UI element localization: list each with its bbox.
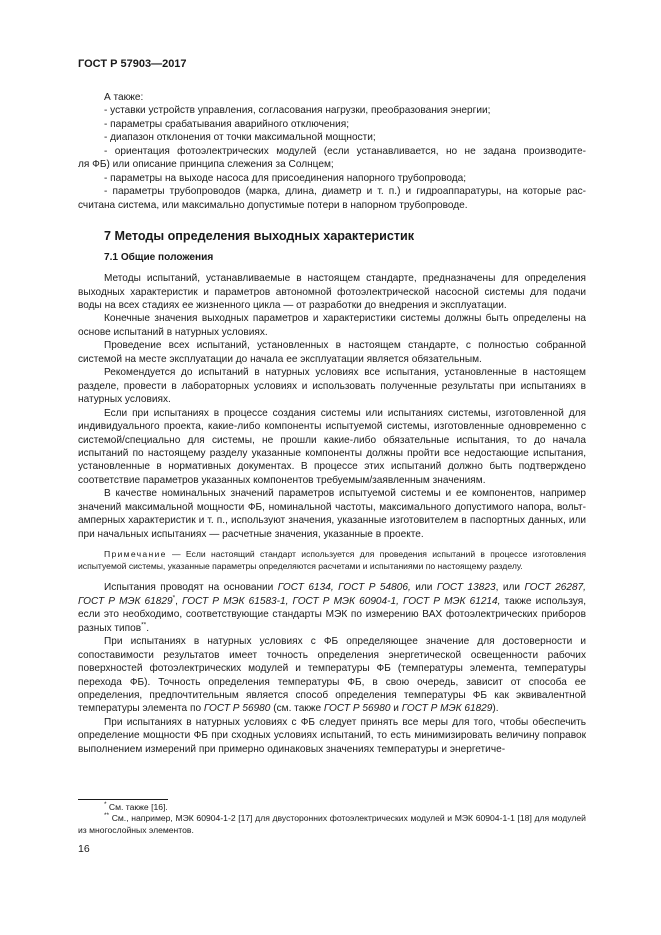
paragraph: Методы испытаний, устанавливаемые в настоящем стандарте, предназначены для определения выходных характеристик и параметров автономной фотоэлектрической насосной системы для подачи воды на всех стадиях ее жизненного цикла — от разработки до внедрения и эксплуатации. <box>78 273 586 311</box>
note-paragraph <box>78 549 586 572</box>
list-item: - параметры трубопроводов (марка, длина, диаметр и т. п.) и гидроаппаратуры, на которые рас- <box>104 186 586 198</box>
list-item: - диапазон отклонения от точки максимальной мощности; <box>104 132 376 144</box>
text-run: также используя, если это необходимо, соответствующие стандарты МЭК по измерению ВАХ фотоэлектрических приборов разных типов <box>78 595 586 634</box>
text-run: и <box>390 703 402 715</box>
standard-header: ГОСТ Р 57903—2017 <box>78 58 187 70</box>
subsection-title: 7.1 Общие положения <box>104 252 214 264</box>
footnote <box>78 802 586 813</box>
accuracy-paragraph <box>78 635 586 716</box>
intro-list <box>78 91 586 212</box>
footnote-text: См. также [16]. <box>106 802 168 812</box>
section-title: 7 Методы определения выходных характеристик <box>104 229 415 244</box>
list-item: - ориентация фотоэлектрических модулей (если устанавливается, но не задана производите- <box>104 145 586 157</box>
list-item-continuation: считана система, или максимально допустимые потери в напорном трубопроводе. <box>78 199 468 211</box>
footnote-mark: * <box>104 801 107 809</box>
paragraph: Рекомендуется до испытаний в натурных условиях все испытания, установленные в настоящем разделе, провести в лабораторных условиях и использовать полученные результаты при испытаниях в натурных условиях. <box>78 367 586 406</box>
section-body <box>78 272 586 541</box>
standard-reference: ГОСТ 26287, ГОСТ Р МЭК 61829 <box>78 582 586 607</box>
text-run: или <box>410 582 437 594</box>
text-run: ). <box>492 703 499 715</box>
footnotes <box>78 799 586 836</box>
section-body-continued <box>78 581 586 756</box>
paragraph: Проведение всех испытаний, установленных в настоящем стандарте, с полностью собранной системой на месте эксплуатации до начала ее эксплуатации является обязательным. <box>78 340 586 365</box>
list-item-continuation: ля ФБ) или описание принципа слежения за Солнцем; <box>78 159 334 171</box>
paragraph: Если при испытаниях в процессе создания системы или испытаниях системы, изготовленной для индивидуального проекта, какие-либо компоненты испытуемой системы, изготовленные одновременно с системой/специально для системы, не прошли какие-либо обязательные испытания, то до начала испытаний по настоящему разделу указанные компоненты должны пройти все недостающие испытания, установленные в нормативных документах. В процессе этих испытаний должно быть подтверждено соответствие параметров указанных компонентов требуемым/заявленным значениям. <box>78 407 586 486</box>
standard-reference: ГОСТ Р МЭК 61829 <box>401 703 493 715</box>
standard-reference: ГОСТ Р 56980 <box>323 703 391 715</box>
footnote-divider <box>78 799 168 800</box>
footnote-mark: ** <box>104 812 110 820</box>
text-run: Испытания проводят на основании <box>104 582 278 594</box>
footnote-text: См., например, МЭК 60904-1-2 [17] для двусторонних фотоэлектрических модулей и МЭК 60904-1-1 [18] для модулей из многослойных элементов. <box>78 813 586 835</box>
footnote <box>78 813 586 836</box>
intro-lead: А также: <box>104 92 144 103</box>
paragraph: При испытаниях в натурных условиях с ФБ следует принять все меры для того, чтобы обеспечить определение мощности ФБ при сходных условиях испытаний, то есть минимизировать величину поправок выполнением измерений при примерно одинаковых значениях температуры и энергетиче- <box>78 716 586 755</box>
standard-reference: ГОСТ 6134, ГОСТ Р 54806, <box>277 582 411 594</box>
list-item: - параметры срабатывания аварийного отключения; <box>104 118 349 130</box>
text-run: , <box>175 595 183 607</box>
document-page <box>78 58 586 756</box>
text-run: , или <box>495 582 525 594</box>
text-run: При испытаниях в натурных условиях с ФБ определяющее значение для достоверности и сопоставимости результатов имеет точность определения энергетической освещенности рабочих поверхностей фотоэлектрических модулей и температуры ФБ (температуры элемента, температуры перехода ФБ). Точность определения температуры ФБ, в свою очередь, зависит от способа ее определения, предпочтительным является способ определения температуры ФБ как эквивалентной температуры элемента по <box>78 636 586 715</box>
paragraph: В качестве номинальных значений параметров испытуемой системы и ее компонентов, например значений максимальной мощности ФБ, номинальной частоты, максимального допустимого напора, вольт-амперных характеристик и т. п., используют значения, указанные изготовителем в паспортных данных, или при начальных испытаниях — расчетные значения, указанные в проекте. <box>78 488 586 540</box>
note-text: — Если настоящий стандарт используется для проведения испытаний в процессе изготовления испытуемой системы, указанные параметры определяются расчетами и испытаниями по настоящему разделу. <box>78 549 586 571</box>
text-run: (см. также <box>270 703 324 715</box>
list-item: - параметры на выходе насоса для присоединения напорного трубопровода; <box>104 172 467 184</box>
note-label: Примечание <box>104 549 167 560</box>
text-run: . <box>146 622 150 634</box>
note <box>78 549 586 572</box>
footnote-marker[interactable]: * <box>172 594 176 602</box>
testing-paragraph <box>78 581 586 635</box>
paragraph: Конечные значения выходных параметров и характеристики системы должны быть определены на основе испытаний в натурных условиях. <box>78 313 586 338</box>
list-item: - уставки устройств управления, согласования нагрузки, преобразования энергии; <box>104 105 491 117</box>
standard-reference: ГОСТ Р МЭК 61583-1, ГОСТ Р МЭК 60904-1, ГОСТ Р МЭК 61214, <box>182 595 501 607</box>
footnote-marker[interactable]: ** <box>141 621 147 629</box>
standard-reference: ГОСТ Р 56980 <box>203 703 271 715</box>
page-number: 16 <box>78 843 90 855</box>
standard-reference: ГОСТ 13823 <box>436 582 496 594</box>
